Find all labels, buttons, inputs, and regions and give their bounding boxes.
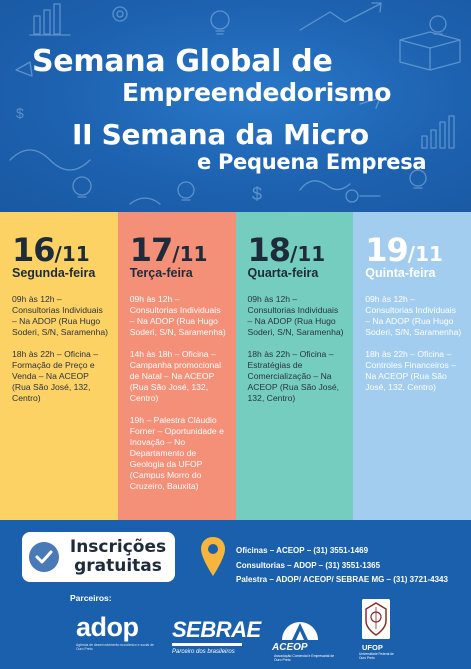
title-line-2: Empreendedorismo (122, 78, 392, 107)
sebrae-tagline: Parceiro dos brasileiros (172, 649, 235, 655)
ufop-logo (358, 599, 394, 665)
schedule-entry: 18h às 22h – Oficina – Formação de Preço e Venda – Na ACEOP (Rua São José, 132, Centro) (12, 349, 98, 403)
day-date (129, 231, 236, 269)
partners-label: Parceiros: (70, 593, 112, 603)
location-pin-icon (200, 536, 226, 578)
schedule-entry: 09h às 12h – Consultorias Individuais – Na ADOP (Rua Hugo Soderi, S/N, Saramenha) (365, 294, 462, 337)
aceop-logo (272, 611, 338, 665)
footer-section (0, 520, 471, 669)
event-title (0, 0, 471, 212)
title-line-1: Semana Global de (32, 44, 333, 79)
contact-list (236, 544, 468, 588)
schedule-entry: 09h às 12h – Consultorias Individuais – Na ADOP (Rua Hugo Soderi, S/N, Saramenha) (12, 294, 109, 337)
day-column-thursday (353, 212, 471, 520)
day-number: 16 (12, 231, 55, 269)
day-weekday: Terça-feira (129, 266, 193, 280)
sebrae-underline (172, 643, 242, 646)
day-weekday: Quarta-feira (247, 266, 319, 280)
ufop-crest-icon (362, 599, 390, 639)
contact-line: Consultorias – ADOP – (31) 3551-1365 (236, 560, 381, 570)
ufop-wordmark: UFOP (362, 643, 383, 652)
day-month: /11 (172, 242, 208, 266)
day-number: 19 (365, 231, 408, 269)
schedule-entry: 09h às 12h – Consultorias Individuais – Na ADOP (Rua Hugo Soderi, S/N, Saramenha) (129, 294, 226, 337)
day-weekday: Segunda-feira (12, 266, 96, 280)
day-month: /11 (290, 242, 326, 266)
day-date (12, 231, 118, 269)
contact-line: Palestra – ADOP/ ACEOP/ SEBRAE MG – (31) 3721-4343 (236, 575, 448, 584)
aceop-emblem-icon (280, 611, 320, 641)
hero-banner (0, 0, 471, 212)
title-line-4: e Pequena Empresa (197, 150, 427, 174)
schedule-entry: 14h às 18h – Oficina – Campanha promocional de Natal – Na ACEOP (Rua São José, 132, Centro) (129, 349, 221, 403)
day-column-tuesday (118, 212, 236, 520)
registration-line-1: Inscrições (69, 537, 167, 557)
registration-box (22, 532, 175, 582)
day-column-wednesday (236, 212, 354, 520)
schedule-columns (0, 212, 471, 520)
day-month: /11 (407, 242, 443, 266)
day-column-monday (0, 212, 118, 520)
day-month: /11 (54, 242, 90, 266)
day-number: 17 (129, 231, 173, 269)
svg-text:$: $ (16, 105, 24, 121)
registration-line-2: gratuitas (74, 556, 162, 576)
sebrae-logo (168, 617, 261, 663)
day-number: 18 (247, 231, 291, 269)
registration-text (64, 538, 172, 576)
ufop-subtitle: Universidade Federal de Ouro Preto (359, 652, 394, 660)
day-date (247, 231, 354, 269)
day-weekday: Quinta-feira (365, 266, 436, 280)
aceop-subtitle: Associação Comercial e Empresarial de Ouro Preto (274, 654, 335, 662)
schedule-entry: 18h às 22h – Oficina – Controles Financeiros – Na ACEOP (Rua São José, 132, Centro) (365, 349, 457, 392)
schedule-entry: 09h às 12h – Consultorias Individuais – Na ADOP (Rua Hugo Soderi, S/N, Saramenha) (247, 294, 344, 337)
svg-text:$: $ (252, 184, 263, 204)
title-line-3: II Semana da Micro (72, 118, 369, 151)
check-icon (29, 542, 59, 572)
schedule-entry: 18h às 22h – Oficina – Estratégias de Comercialização – Na ACEOP (Rua São José, 132, Centro) (247, 349, 340, 403)
adop-logo (76, 612, 156, 662)
adop-wordmark: adop (76, 612, 139, 642)
contact-line: Oficinas – ACEOP – (31) 3551-1469 (236, 546, 369, 555)
sebrae-wordmark: SEBRAE (172, 617, 261, 642)
schedule-entry: 19h – Palestra Cláudio Forner – Oportunidade e Inovação – No Departamento de Geologia da UFOP (Campus Morro do Cruzeiro, Bauxita) (129, 415, 224, 491)
day-date (365, 231, 471, 269)
aceop-wordmark: ACEOP (272, 642, 308, 653)
adop-subtitle: Agência de desenvolvimento econômico e social de Ouro Preto (76, 643, 154, 651)
